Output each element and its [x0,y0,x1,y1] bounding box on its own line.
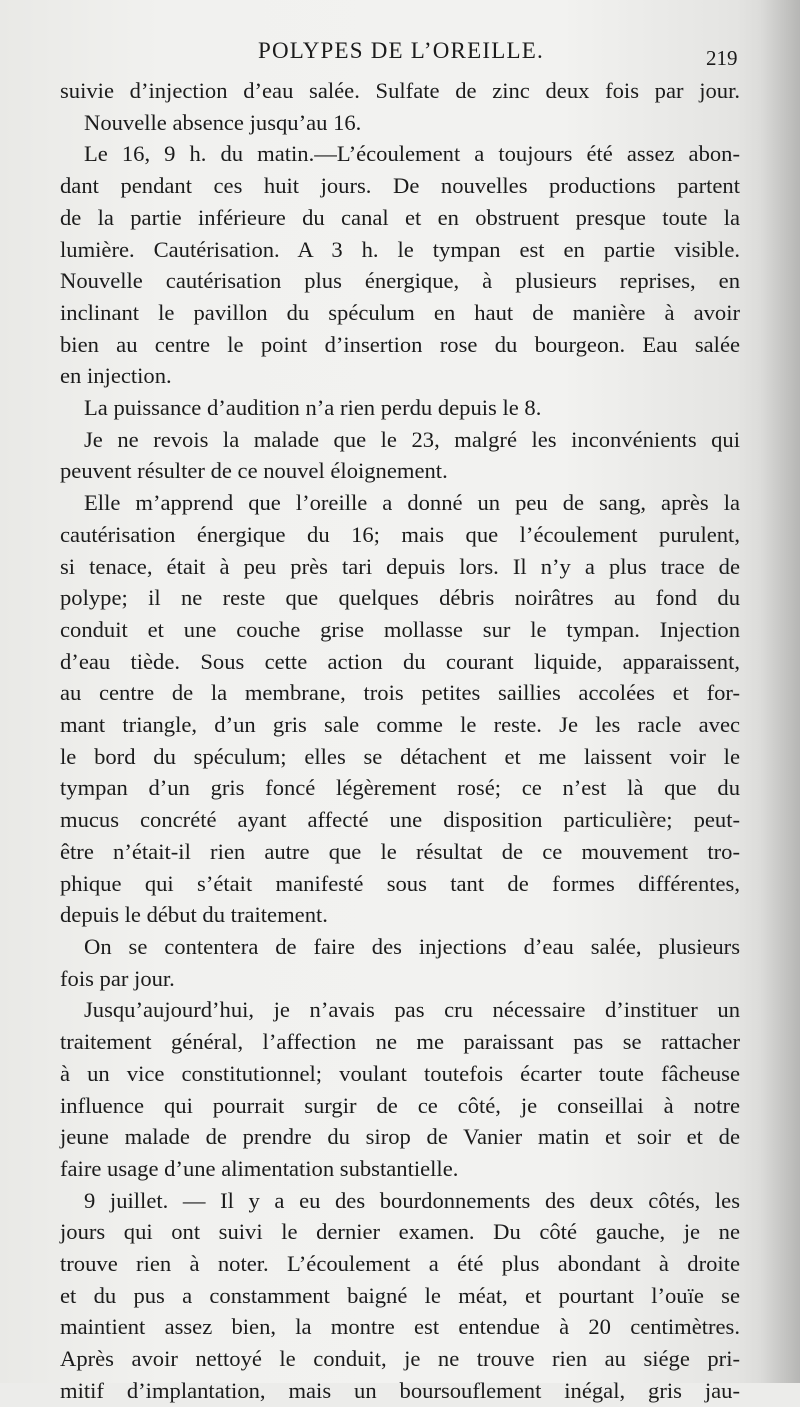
text-line: La puissance d’audition n’a rien perdu depuis le 8. [84,395,542,421]
text-line: au centre de la membrane, trois petites saillies accolées et for- [60,680,740,706]
text-line: mucus concrété ayant affecté une disposition particulière; peut- [60,807,740,833]
text-line: dant pendant ces huit jours. De nouvelles productions partent [60,173,740,199]
text-line: de la partie inférieure du canal et en obstruent presque toute la [60,204,740,230]
text-line: jours qui ont suivi le dernier examen. Du côté gauche, je ne [60,1219,740,1245]
text-line: tympan d’un gris foncé légèrement rosé; ce n’est là que du [60,775,740,801]
page-edge-shadow [760,0,800,1383]
paragraph [60,75,740,138]
paragraph [60,931,740,994]
text-line: Jusqu’aujourd’hui, je n’avais pas cru nécessaire d’instituer un [84,997,740,1023]
text-line: cautérisation énergique du 16; mais que l’écoulement purulent, [60,521,740,547]
text-line: Elle m’apprend que l’oreille a donné un peu de sang, après la [84,490,740,516]
text-line: inclinant le pavillon du spéculum en haut de manière à avoir [60,299,740,325]
paragraph [60,994,740,1184]
text-line: fois par jour. [60,965,175,991]
text-line: peuvent résulter de ce nouvel éloignement. [60,458,448,484]
text-line: bien au centre le point d’insertion rose du bourgeon. Eau salée [60,331,740,357]
text-line: faire usage d’une alimentation substantielle. [60,1155,459,1181]
text-line: jeune malade de prendre du sirop de Vanier matin et soir et de [60,1124,740,1150]
text-line: à un vice constitutionnel; voulant toutefois écarter toute fâcheuse [60,1060,740,1086]
running-title: POLYPES DE L’OREILLE. [258,38,544,63]
text-line: en injection. [60,363,172,389]
text-line: mitif d’implantation, mais un boursouflement inégal, gris jau- [60,1377,740,1403]
text-line: mant triangle, d’un gris sale comme le reste. Je les racle avec [60,712,740,738]
body-text [60,75,740,1407]
text-line: maintient assez bien, la montre est entendue à 20 centimètres. [60,1314,740,1340]
text-line: Nouvelle absence jusqu’au 16. [84,109,362,135]
text-line: Le 16, 9 h. du matin.—L’écoulement a toujours été assez abon- [84,141,740,167]
text-line: être n’était-il rien autre que le résultat de ce mouvement tro- [60,838,740,864]
paragraph [60,392,740,424]
paragraph [60,1185,740,1407]
paragraph [60,424,740,487]
page-header [0,38,800,72]
paragraph [60,487,740,931]
text-line: depuis le début du traitement. [60,902,328,928]
text-line: phique qui s’était manifesté sous tant de formes différentes, [60,870,740,896]
text-line: et du pus a constamment baigné le méat, et pourtant l’ouïe se [60,1282,740,1308]
text-line: influence qui pourrait surgir de ce côté, je conseillai à notre [60,1092,740,1118]
text-line: Nouvelle cautérisation plus énergique, à plusieurs reprises, en [60,268,740,294]
text-line: Je ne revois la malade que le 23, malgré les inconvénients qui [84,426,740,452]
text-line: 9 juillet. — Il y a eu des bourdonnements des deux côtés, les [84,1187,740,1213]
page-number: 219 [706,46,738,70]
text-line: conduit et une couche grise mollasse sur le tympan. Injection [60,616,740,642]
text-line: si tenace, était à peu près tari depuis lors. Il n’y a plus trace de [60,553,740,579]
text-line: d’eau tiède. Sous cette action du courant liquide, apparaissent, [60,648,740,674]
text-line: traitement général, l’affection ne me paraissant pas se rattacher [60,1029,740,1055]
paragraph [60,138,740,392]
text-line: On se contentera de faire des injections d’eau salée, plusieurs [84,933,740,959]
text-line: suivie d’injection d’eau salée. Sulfate de zinc deux fois par jour. [60,78,740,103]
text-line: le bord du spéculum; elles se détachent et me laissent voir le [60,743,740,769]
text-line: trouve rien à noter. L’écoulement a été plus abondant à droite [60,1251,740,1277]
text-line: lumière. Cautérisation. A 3 h. le tympan est en partie visible. [60,236,740,262]
text-line: Après avoir nettoyé le conduit, je ne trouve rien au siége pri- [60,1346,740,1372]
text-line: polype; il ne reste que quelques débris noirâtres au fond du [60,585,740,611]
